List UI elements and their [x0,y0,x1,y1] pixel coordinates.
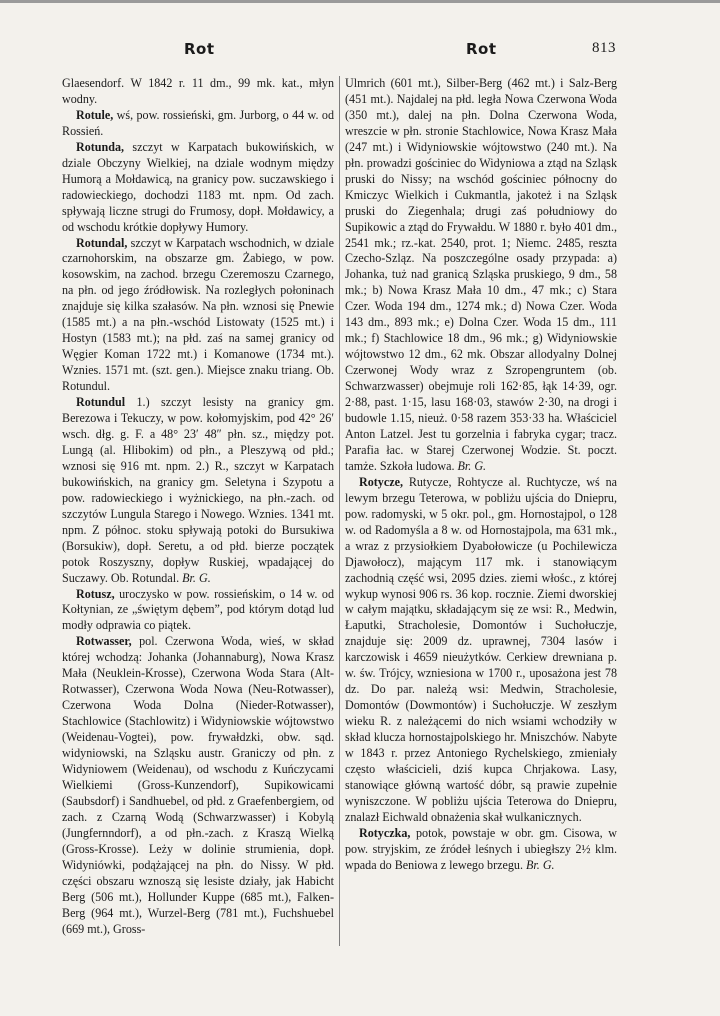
entry-text: Ulmrich (601 mt.), Silber-Berg (462 mt.) i Salz-Berg (451 mt.). Najdalej na płd. legła Nowa Czerwona Woda (350 mt.), dalej na płn. Dolna Czerwona Woda, wreszcie w płn. stronie Stachlowice, Nowa Krasz Mała (247 mt.) i Widyniowskie wójtowstwo (240 mt.). Na płn. prowadzi gościniec do Widyniowa a ztąd na Szląsk pruski do Nissy; na wschód gościniec północny do Kmiczyc Wielkich i Cukmantla, jakoteż i na Szląsk pruski do Ziegenhala; drugi zaś południowy do Supikowic a ztąd do Frywałdu. W 1880 r. było 401 dm., 2541 mk.; rz.-kat. 2540, prot. 1; Niemc. 2485, reszta Czecho-Szląz. Na poszczególne osady przypada: a) Johanka, tuż nad granicą Szląska pruskiego, 9 dm., 58 mk.; b) Nowa Krasz Mała 10 dm., 47 mk.; c) Stara Czer. Woda 194 dm., 1274 mk.; d) Nowa Czer. Woda 143 dm., 893 mk.; e) Dolna Czer. Woda 15 dm., 111 mk.; f) Stachlowice 18 dm., 96 mk.; g) Widyniowskie wójtowstwo 12 dm., 62 mk. Obszar allodyalny Dolnej Czerwonej Wody wraz z Szropengruntem (ob. Schwarzwasser) obejmuje roli 162·85, łąk 14·39, ogr. 2·88, past. 1·15, lasu 168·03, stawów 2·30, na drogi i budowle 1.15, nieuż. 0·58 razem 353·33 ha. Właściciel Anton Latzel. Jest tu gorzelnia i fabryka cygar; tracz. Parafia łac. w Starej Czerwonej Wodzie. St. poczt. tamże. Szkoła ludowa. [345,76,617,473]
entry-text: szczyt w Karpatach wschodnich, w dziale czarnohorskim, na obszarze gm. Żabiego, w pow. kosowskim, na zachod. brzegu Czeremoszu Czarnego, na płn. od jego źródłowisk. Na rozległych połoninach znajduje się kilka szałasów. Na płn. wznosi się Pnewie (1585 mt.) a na płn.-wschód Listowaty (1525 mt.) i Hostyn (1583 mt.); na płd. zaś na samej granicy od Węgier Koman 1722 mt.) i Komanowe (1734 mt.). Wznies. 1571 mt. (szt. gen.). Miejsce znaku triang. Ob. Rotundul. [62,235,334,394]
entry-headword: Rotundal, [76,235,128,250]
entry-rotyczka [345,826,617,874]
entry-text: uroczysko w pow. rossieńskim, o 14 w. od Kołtynian, ze „świętym dębem”, pod którym dotąd lud modły odprawia co piątek. [62,586,334,633]
left-column [62,76,334,937]
entry-headword: Rotusz, [76,586,115,601]
right-column [345,76,617,874]
entry-rotundul [62,395,334,586]
entry-headword: Rotyczka, [359,825,411,840]
author-signature: Br. G. [182,570,211,585]
running-head-right: Rot [466,40,497,58]
entry-headword: Rotundul [76,395,126,410]
entry-text: Glaesendorf. W 1842 r. 11 dm., 99 mk. kat., młyn wodny. [62,76,334,106]
entry-text: Rutycze, Rohtycze al. Ruchtycze, wś na lewym brzegu Teterowa, w pobliżu ujścia do Dniepru, pow. radomyski, w 5 okr. pol., gm. Hornostajpol, o 128 w. od Radomyśla a 8 w. od Hornostajpola, ma 631 mk., a wraz z przysiołkiem Dyabołowicze (u Pochilewicza Djawołocz), mającym 117 mk. i stanowiącym zachodnią część wsi, 2095 dzies. ziemi włośc., z której wykup wynosi 906 rs. 36 kop. rocznie. Ziemi dworskiej w całym majątku, składającym się ze wsi: R., Medwin, Łaputki, Stracholesie, Domontów i Suchołuczje, znajduje się: 2009 dz. uprawnej, 7304 lasów i karczowisk i 4659 nieużytków. Cerkiew drewniana p. w. św. Trójcy, wzniesiona w 1700 r., uposażona jest 78 dz. Do par. należą wsi: Medwin, Stracholesie, Domontów (Dowmontów) i Suchołuczje. W zeszłym wieku R. z należącemi do nich wsiami wchodziły w skład klucza hornostajpolskiego hr. Mniszchów. Nabyte w 1843 r. przez Antoniego Rychelskiego, zmieniały często właścicieli, dziś kupca Chrjakowa. Lasy, stanowiące główną wartość dóbr, są prawie zupełnie wyniszczone. W pobliżu ujścia Teterowa do Dniepru, znalazł Eichwald obnażenia skał wulkanicznych. [345,474,617,824]
entry-continuation [62,76,334,108]
entry-text: 1.) szczyt lesisty na granicy gm. Berezowa i Tekuczy, w pow. kołomyjskim, pod 42° 26′ wsch. dłg. g. F. a 48° 23′ 48″ płn. sz., między pot. Lungą (al. Hlibokim) od płn., a Pleszywą od płd.; wznosi się 916 mt. npm. 2.) R., szczyt w Karpatach bukowińskich, na granicy gm. Seletyna i Szypotu a pow. radowieckiego i wyżnickiego, na płn.-zach. od szczytów Lungula Starego i Nowego. Wznies. 1341 mt. npm. Z północ. stoku spływają potoki do Bursukiwa (Borsukiw), dopł. Seretu, a od płd. bierze początek potok Roszyszny, dopływ Ruskiej, wpadającej do Suczawy. Ob. Rotundal. [62,395,334,585]
entry-rotundal [62,236,334,396]
entry-text: pol. Czerwona Woda, wieś, w skład której wchodzą: Johanka (Johannaburg), Nowa Krasz Mała (Neuklein-Krosse), Czerwona Woda Stara (Alt-Rotwasser), Czerwona Woda Nowa (Neu-Rotwasser), Czerwona Woda Dolna (Nieder-Rotwasser), Stachlowice (Stachlowitz) i Widyniowskie wójtowstwo (Weidenau-Vogtei), pow. frywałdzki, obw. sąd. widyniowski, na Szląsku austr. Graniczy od płn. z Widyniowem (Weidenau), od wschodu z Kuńczycami Wielkiemi (Gross-Kunzendorf), Supikowicami (Saubsdorf) i Sandhuebel, od płd. z Graefenbergiem, od zach. z Czarną Wodą (Schwarzwasser) i Kobylą (Jungfernndorf), a od płn.-zach. z Kraszą Wielką (Gross-Krosse). Leży w dolinie strumienia, dopł. Widyniówki, podążającej na płn. do Nissy. W płd. części obszaru wznoszą się lesiste działy, jak Habicht Berg (506 mt.), Hollunder Kuppe (685 mt.), Falken-Berg (964 mt.), Wurzel-Berg (781 mt.), Fuchshuebel (669 mt.), Gross- [62,634,334,936]
scan-top-edge [0,0,720,3]
entry-headword: Rotule, [76,107,114,122]
entry-rotule [62,108,334,140]
entry-text: szczyt w Karpatach bukowińskich, w dziale Obczyny Wielkiej, na dziale wodnym między Humorą a Mołdawicą, na granicy pow. suczawskiego i radowieckiego, dochodzi 1183 mt. npm. Od zach. spływają liczne strugi do Frumosy, dopł. Mołdawicy, a od wschodu krótkie dopływy Humory. [62,139,334,234]
entry-rotusz [62,587,334,635]
entry-headword: Rotunda, [76,139,125,154]
running-head-left: Rot [184,40,215,58]
entry-rotwasser [62,634,334,937]
author-signature: Br. G. [457,458,487,473]
page-number: 813 [592,40,616,56]
entry-headword: Rotwasser, [76,634,132,649]
entry-text: wś, pow. rossieński, gm. Jurborg, o 44 w. od Rossień. [62,107,334,138]
entry-continuation [345,76,617,475]
entry-rotunda [62,140,334,236]
column-divider [339,76,340,946]
entry-headword: Rotycze, [359,474,403,489]
entry-text: potok, powstaje w obr. gm. Cisowa, w pow. stryjskim, ze źródeł leśnych i ubiegłszy 2½ klm. wpada do Beniowa z lewego brzegu. [345,825,617,872]
running-header [0,40,720,70]
entry-rotycze [345,475,617,826]
author-signature: Br. G. [526,857,555,872]
